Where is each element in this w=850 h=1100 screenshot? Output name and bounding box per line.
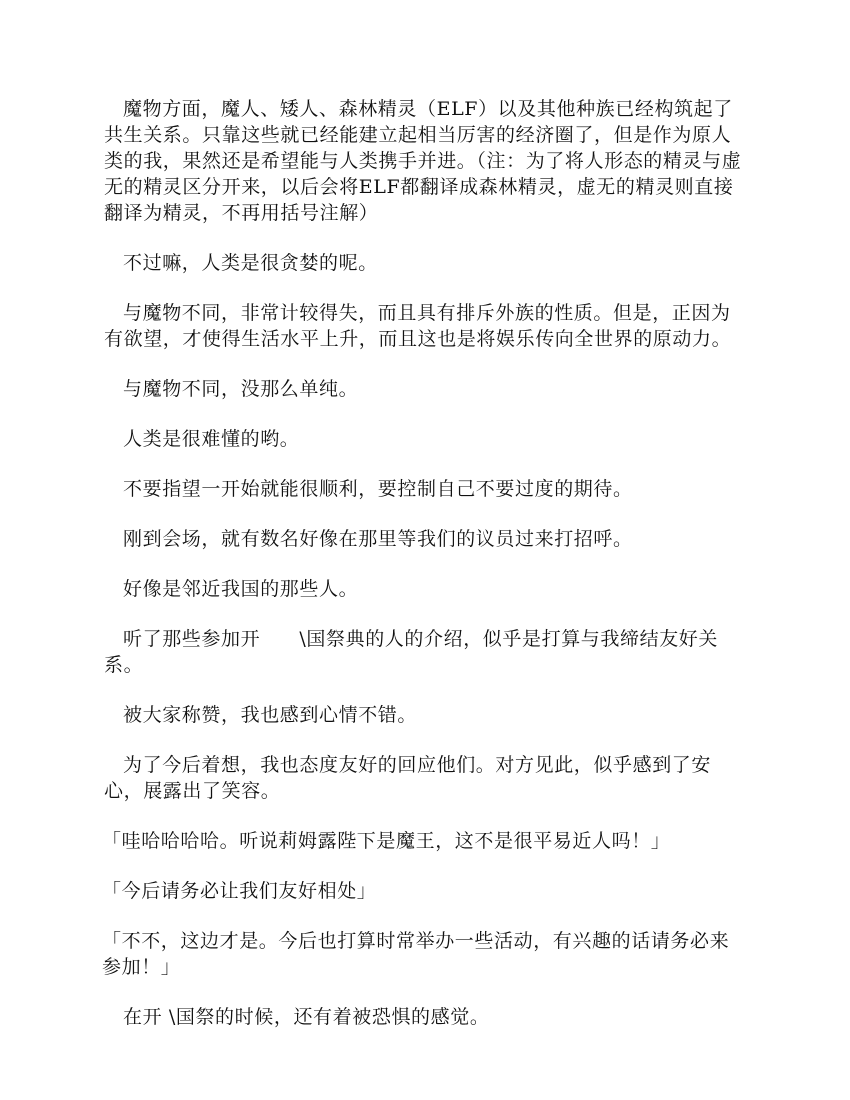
paragraph-1: 魔物方面，魔人、矮人、森林精灵（ELF）以及其他种族已经构筑起了共生关系。只靠这些就已经能建立起相当厉害的经济圈了，但是作为原人类的我，果然还是希望能与人类携手并进。（注：为了将人形态的精灵与虚无的精灵区分开来，以后会将ELF都翻译成森林精灵，虚无的精灵则直接翻译为精灵，不再用括号注解） <box>104 98 742 224</box>
paragraph-2: 不过嘛，人类是很贪婪的呢。 <box>123 252 378 274</box>
paragraph-8: 好像是邻近我国的那些人。 <box>123 578 359 600</box>
paragraph-7: 刚到会场，就有数名好像在那里等我们的议员过来打招呼。 <box>123 528 633 550</box>
paragraph-12: 在开 \国祭的时候，还有着被恐惧的感觉。 <box>123 1006 490 1028</box>
paragraph-9: 听了那些参加开 \国祭典的人的介绍，似乎是打算与我缔结友好关系。 <box>104 628 719 676</box>
paragraph-11: 为了今后着想，我也态度友好的回应他们。对方见此，似乎感到了安心，展露出了笑容。 <box>104 754 712 802</box>
paragraph-3: 与魔物不同，非常计较得失，而且具有排斥外族的性质。但是，正因为有欲望，才使得生活水平上升，而且这也是将娱乐传向全世界的原动力。 <box>104 302 732 350</box>
paragraph-4: 与魔物不同，没那么单纯。 <box>123 378 359 400</box>
dialogue-line-2: 「今后请务必让我们友好相处」 <box>102 880 377 902</box>
dialogue-line-3: 「不不，这边才是。今后也打算时常举办一些活动，有兴趣的话请务必来参加！」 <box>102 930 730 978</box>
dialogue-line-1: 「哇哈哈哈哈。听说莉姆露陛下是魔王，这不是很平易近人吗！」 <box>102 830 671 852</box>
paragraph-6: 不要指望一开始就能很顺利，要控制自己不要过度的期待。 <box>123 478 633 500</box>
paragraph-10: 被大家称赞，我也感到心情不错。 <box>123 704 418 726</box>
paragraph-5: 人类是很难懂的哟。 <box>123 428 300 450</box>
